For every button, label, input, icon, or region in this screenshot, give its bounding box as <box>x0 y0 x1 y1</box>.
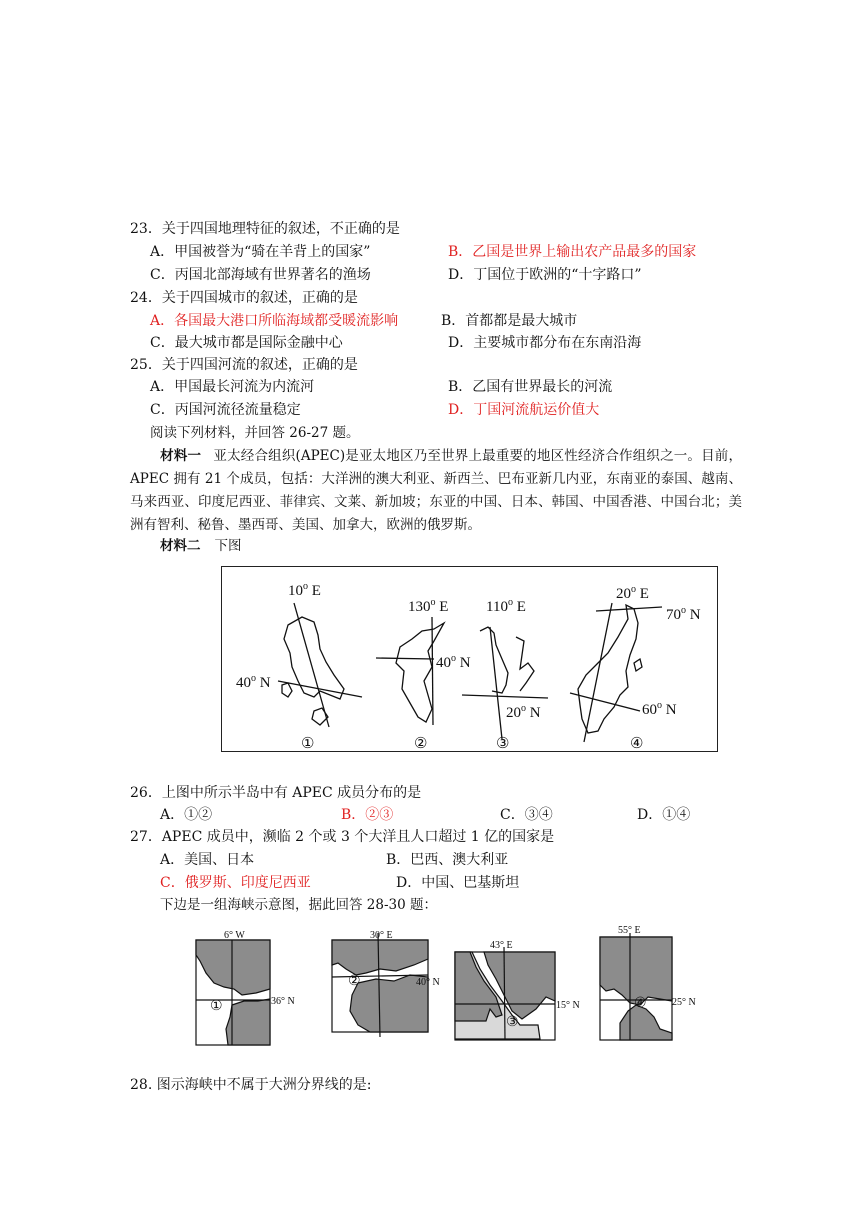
q24-option-a-answer: A．各国最大港口所临海域都受暖流影响 <box>150 313 399 329</box>
map4-lat-label: 60$^o$ N <box>642 700 677 718</box>
q27-option-a: A．美国、日本 <box>160 852 255 868</box>
q23-stem: 23．关于四国地理特征的叙述，不正确的是 <box>130 221 400 237</box>
strait1-number: ① <box>210 999 223 1014</box>
q24-stem: 24．关于四国城市的叙述，正确的是 <box>130 290 358 306</box>
q25-option-c: C．丙国河流径流量稳定 <box>150 402 301 418</box>
parallel-4a <box>596 607 662 611</box>
q26-option-d: D．①④ <box>637 807 691 823</box>
map1-lat-label: 40$^o$ N <box>236 673 271 691</box>
q27-option-d: D．中国、巴基斯坦 <box>396 875 520 891</box>
peninsula-2-outline <box>396 623 444 722</box>
material-two-text: 下图 <box>214 538 242 554</box>
q23-option-a: A．甲国被誉为“骑在羊背上的国家” <box>150 244 371 260</box>
peninsula-maps-svg <box>222 567 716 750</box>
strait-figure <box>190 925 710 1050</box>
q26-stem: 26．上图中所示半岛中有 APEC 成员分布的是 <box>130 785 422 801</box>
q27-option-b: B．巴西、澳大利亚 <box>386 852 509 868</box>
q25-option-b: B．乙国有世界最长的河流 <box>448 379 613 395</box>
q24-option-b: B．首都都是最大城市 <box>441 313 578 329</box>
strait4-lon-label: 55° E <box>618 925 641 936</box>
strait-intro: 下边是一组海峡示意图，据此回答 28-30 题： <box>160 897 437 913</box>
q27-option-c-answer: C．俄罗斯、印度尼西亚 <box>160 875 311 891</box>
strait-maps-svg <box>190 925 710 1050</box>
q26-option-a: A．①② <box>160 807 213 823</box>
map2-lon-label: 130$^o$ E <box>408 597 449 615</box>
q23-option-c: C．丙国北部海域有世界著名的渔场 <box>150 267 371 283</box>
map1-number: ① <box>301 736 315 750</box>
island-4-outline <box>634 659 642 671</box>
q25-option-d-answer: D．丁国河流航运价值大 <box>448 402 600 418</box>
material-one-label: 材料一 <box>160 448 202 464</box>
parallel-2 <box>376 658 434 659</box>
map4-lon-label: 20$^o$ E <box>616 584 649 602</box>
strait2-lon-label: 30° E <box>370 930 393 941</box>
strait4-lat-label: 25° N <box>672 997 696 1008</box>
map1-lon-label: 10$^o$ E <box>288 581 321 599</box>
q23-option-d: D．丁国位于欧洲的“十字路口” <box>448 267 642 283</box>
strait2-number: ② <box>348 974 361 989</box>
material-two <box>160 536 242 556</box>
peninsula-3-outline <box>480 627 534 693</box>
strait3-lon-label: 43° E <box>490 940 513 951</box>
material-one-text: 亚太经合组织(APEC)是亚太地区乃至世界上最重要的地区性经济合作组织之一。目前， APEC 拥有 21 个成员，包括：大洋洲的澳大利亚、新西兰、巴布亚新几内亚，东南亚的泰国、越南、马来西亚、印度尼西亚、菲律宾、文莱、新加坡；东亚的中国、日本、韩国、中国香港、中国台北；美洲有智利、秘鲁、墨西哥、美国、加拿大，欧洲的俄罗斯。 <box>130 448 742 533</box>
map3-lon-label: 110$^o$ E <box>486 597 526 615</box>
strait3-lat-label: 15° N <box>556 1000 580 1011</box>
q25-option-a: A．甲国最长河流为内流河 <box>150 379 315 395</box>
map3-lat-label: 20$^o$ N <box>506 703 541 721</box>
strait1-lat-label: 36° N <box>271 996 295 1007</box>
q28-stem: 28. 图示海峡中不属于大洲分界线的是: <box>130 1077 372 1093</box>
q24-option-c: C．最大城市都是国际金融中心 <box>150 335 343 351</box>
material-one <box>130 445 742 537</box>
q26-option-b-answer: B．②③ <box>341 807 394 823</box>
q27-stem: 27．APEC 成员中，濒临 2 个或 3 个大洋且人口超过 1 亿的国家是 <box>130 829 555 845</box>
material-two-label: 材料二 <box>160 538 201 554</box>
peninsula-1-outline <box>284 617 344 699</box>
q26-option-c: C．③④ <box>500 807 553 823</box>
strait1-land-south <box>226 999 270 1045</box>
map4-lat2-label: 70$^o$ N <box>666 605 701 623</box>
map3-number: ③ <box>496 736 510 750</box>
strait4-number: ④ <box>634 996 647 1011</box>
parallel-3 <box>462 695 548 698</box>
map2-number: ② <box>414 736 428 750</box>
q25-stem: 25．关于四国河流的叙述，正确的是 <box>130 357 358 373</box>
map4-number: ④ <box>630 736 644 750</box>
strait3-number: ③ <box>506 1015 519 1030</box>
q24-option-d: D．主要城市都分布在东南沿海 <box>448 335 642 351</box>
reading-intro: 阅读下列材料，并回答 26-27 题。 <box>150 425 360 441</box>
strait1-lon-label: 6° W <box>224 930 245 941</box>
peninsula-figure <box>221 566 718 752</box>
q23-option-b-answer: B．乙国是世界上输出农产品最多的国家 <box>448 244 697 260</box>
strait2-lat-label: 40° N <box>416 977 440 988</box>
island-1-outline <box>282 683 292 697</box>
map2-lat-label: 40$^o$ N <box>436 653 471 671</box>
